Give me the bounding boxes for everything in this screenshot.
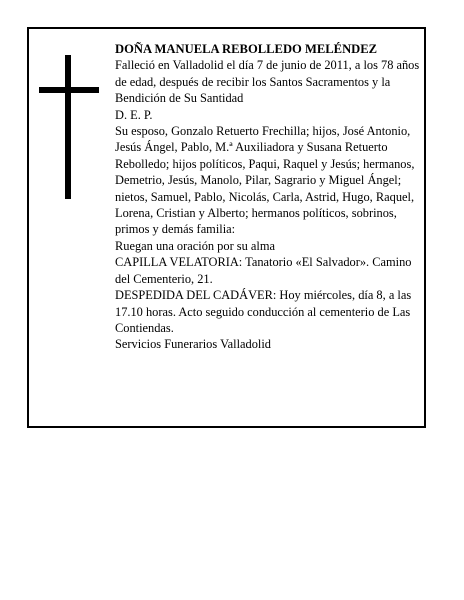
cross-horizontal-bar xyxy=(39,87,99,93)
cross-icon xyxy=(39,55,99,199)
prayer-request: Ruegan una oración por su alma xyxy=(115,238,275,253)
notice-text xyxy=(115,41,421,353)
deceased-name: DOÑA MANUELA REBOLLEDO MELÉNDEZ xyxy=(115,42,378,56)
obituary-notice xyxy=(27,27,426,428)
funeral-service: Servicios Funerarios Valladolid xyxy=(115,337,272,352)
cross-vertical-bar xyxy=(65,55,71,199)
chapel-info: CAPILLA VELATORIA: Tanatorio «El Salvador». Camino del Cementerio, 21. xyxy=(115,255,412,286)
farewell-info: DESPEDIDA DEL CADÁVER: Hoy miércoles, día 8, a las 17.10 horas. Acto seguido conducción al cementerio de Las Contiendas. xyxy=(115,288,412,335)
rip-line: D. E. P. xyxy=(115,107,153,122)
family-list: Su esposo, Gonzalo Retuerto Frechilla; hijos, José Antonio, Jesús Ángel, Pablo, M.ª Auxiliadora y Susana Retuerto Rebolledo; hijos políticos, Paqui, Raquel y Jesús; hermanos, Demetrio, Jesús, Manolo, Pilar, Sagrario y Miguel Ángel; nietos, Samuel, Pablo, Nicolás, Carla, Astrid, Hugo, Raquel, Lorena, Cristian y Alberto; hermanos políticos, sobrinos, primos y demás familia: xyxy=(115,124,415,237)
death-info: Falleció en Valladolid el día 7 de junio de 2011, a los 78 años de edad, después de recibir los Santos Sacramentos y la Bendición de Su Santidad xyxy=(115,58,420,106)
